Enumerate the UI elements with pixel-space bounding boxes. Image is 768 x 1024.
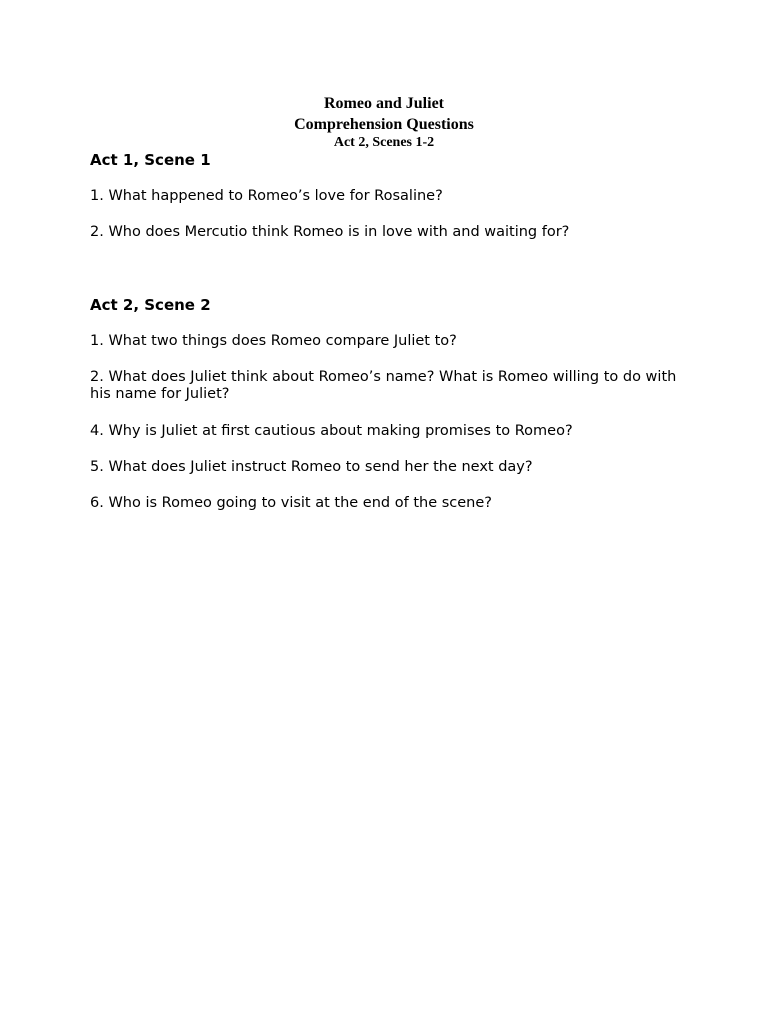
document-title: Romeo and Juliet — [324, 95, 444, 112]
question-item: 5. What does Juliet instruct Romeo to send her the next day? — [90, 459, 533, 475]
document-subtitle: Comprehension Questions — [294, 116, 474, 133]
question-item: 4. Why is Juliet at first cautious about making promises to Romeo? — [90, 423, 573, 439]
question-item: 1. What two things does Romeo compare Juliet to? — [90, 333, 457, 349]
section-heading: Act 2, Scene 2 — [90, 296, 211, 314]
question-item: 2. Who does Mercutio think Romeo is in love with and waiting for? — [90, 224, 570, 240]
title-block — [0, 93, 768, 151]
document-scope: Act 2, Scenes 1-2 — [333, 135, 435, 150]
question-item: 2. What does Juliet think about Romeo’s name? What is Romeo willing to do with his name for Juliet? — [90, 369, 677, 402]
question-item: 1. What happened to Romeo’s love for Rosaline? — [90, 188, 443, 204]
section-heading: Act 1, Scene 1 — [90, 151, 211, 169]
question-item: 6. Who is Romeo going to visit at the end of the scene? — [90, 495, 492, 511]
